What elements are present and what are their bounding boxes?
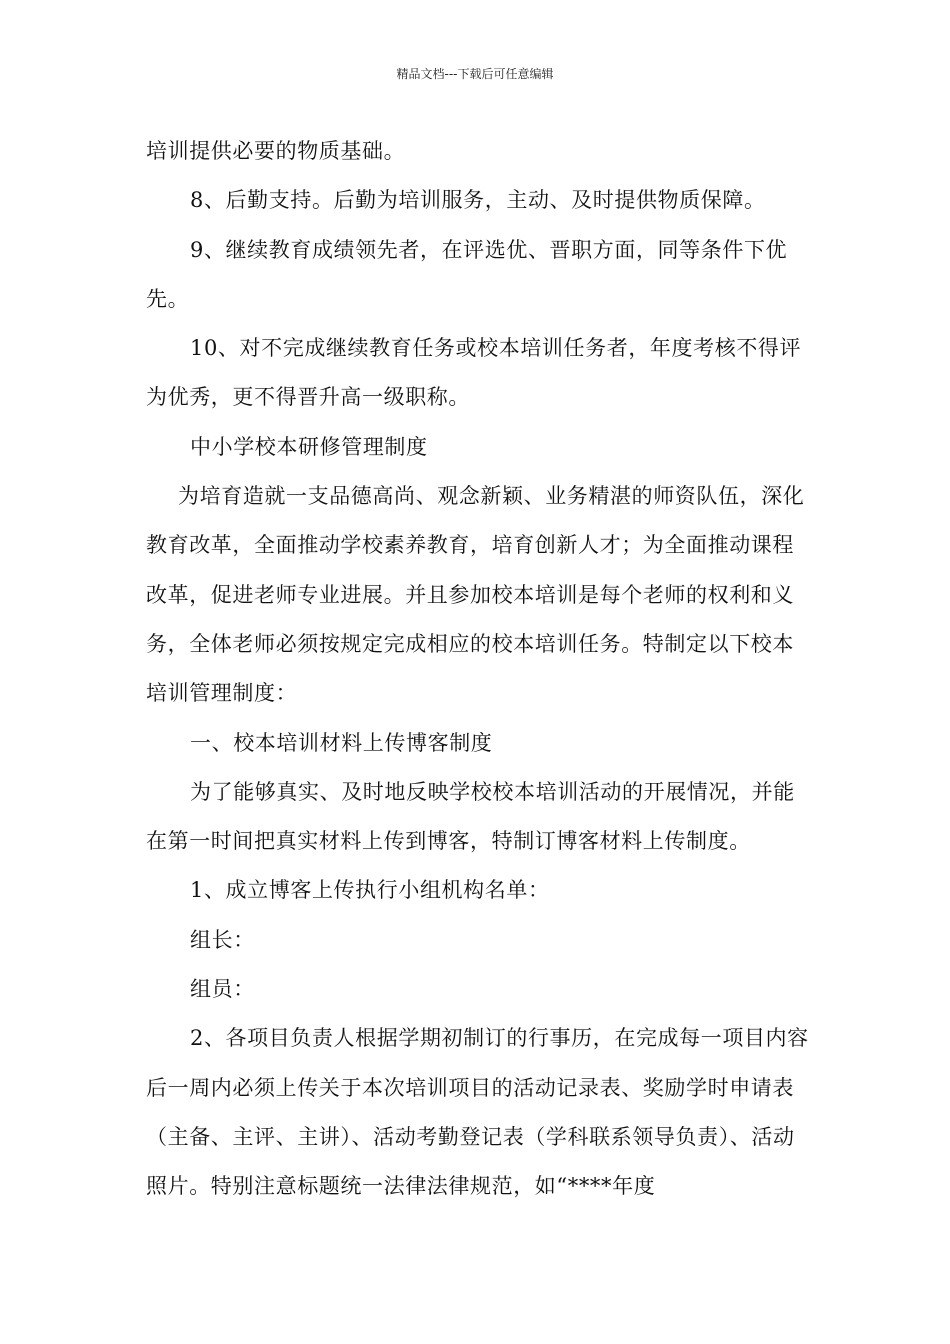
paragraph: 10、对不完成继续教育任务或校本培训任务者，年度考核不得评为优秀，更不得晋升高一级职称。 [146,336,802,410]
page-header: 精品文档---下载后可任意编辑 [396,67,554,81]
document-body [146,127,811,1212]
paragraph: 为了能够真实、及时地反映学校校本培训活动的开展情况，并能在第一时间把真实材料上传到博客，特制订博客材料上传制度。 [146,779,795,854]
paragraph: 组长： [190,927,255,952]
section-title: 中小学校本研修管理制度 [190,434,428,459]
paragraph: 培训提供必要的物质基础。 [146,139,406,163]
section-heading: 一、校本培训材料上传博客制度 [190,730,493,755]
paragraph: 8、后勤支持。后勤为培训服务，主动、及时提供物质保障。 [190,188,766,213]
paragraph: 1、成立博客上传执行小组机构名单： [190,878,550,903]
paragraph: 2、各项目负责人根据学期初制订的行事历，在完成每一项目内容后一周内必须上传关于本次培训项目的活动记录表、奖励学时申请表（主备、主评、主讲）、活动考勤登记表（学科联系领导负责）、活动照片。特别注意标题统一法律法律规范，如“****年度 [146,1026,809,1199]
paragraph: 组员： [190,977,255,1002]
paragraph: 9、继续教育成绩领先者，在评选优、晋职方面，同等条件下优先。 [146,237,788,311]
paragraph: 为培育造就一支品德高尚、观念新颖、业务精湛的师资队伍，深化教育改革，全面推动学校素养教育，培育创新人才；为全面推动课程改革，促进老师专业进展。并且参加校本培训是每个老师的权利和义务，全体老师必须按规定完成相应的校本培训任务。特制定以下校本培训管理制度： [146,484,805,706]
